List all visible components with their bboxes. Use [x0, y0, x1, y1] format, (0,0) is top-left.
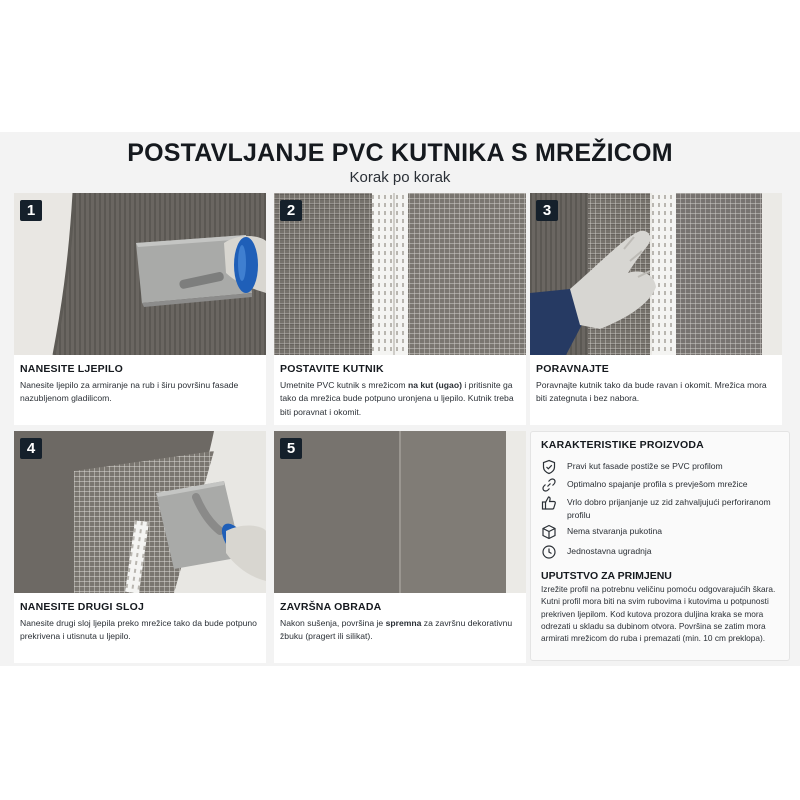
- step-5-photo: [274, 431, 526, 593]
- feature-text: Optimalno spajanje profila s prevješom mrežice: [567, 479, 748, 489]
- step-card-5: [274, 431, 526, 663]
- feature-text: Jednostavna ugradnja: [567, 546, 652, 556]
- shield-check-icon: [541, 459, 557, 475]
- step-card-2: [274, 193, 526, 425]
- step-3-text: Poravnajte kutnik tako da bude ravan i okomit. Mrežica mora biti zategnuta i bez nabora.: [536, 380, 767, 404]
- product-characteristics-panel: [530, 431, 790, 661]
- page-subtitle: Korak po korak: [349, 169, 451, 186]
- step-5-title: ZAVRŠNA OBRADA: [280, 601, 382, 613]
- characteristics-title: KARAKTERISTIKE PROIZVODA: [541, 439, 704, 451]
- step-1-text: Nanesite ljepilo za armiranje na rub i širu površinu fasade nazubljenom gladilicom.: [20, 380, 239, 404]
- step-2-title: POSTAVITE KUTNIK: [280, 363, 384, 375]
- step-card-1: [14, 193, 266, 425]
- step-3-number-badge: 3: [536, 200, 558, 221]
- step-4-text: Nanesite drugi sloj ljepila preko mrežice tako da bude potpuno prekrivena i utisnuta u ljepilo.: [20, 618, 257, 642]
- link-icon: [541, 477, 557, 493]
- step-4-photo: [14, 431, 266, 593]
- step-5-text: Nakon sušenja, površina je spremna za završnu dekorativnu žbuku (pragert ili silikat).: [280, 618, 513, 642]
- step-5-number-badge: 5: [280, 438, 302, 459]
- step-card-3: [530, 193, 782, 425]
- step-3-photo: [530, 193, 782, 355]
- feature-text: Vrlo dobro prijanjanje uz zid zahvaljujući perforiranom profilu: [567, 497, 771, 520]
- instructions-title: UPUTSTVO ZA PRIMJENU: [541, 570, 672, 582]
- step-card-4: [14, 431, 266, 663]
- step-1-number-badge: 1: [20, 200, 42, 221]
- feature-text: Nema stvaranja pukotina: [567, 526, 663, 536]
- step-2-number-badge: 2: [280, 200, 302, 221]
- step-1-title: NANESITE LJEPILO: [20, 363, 123, 375]
- cube-icon: [541, 524, 557, 540]
- feature-text: Pravi kut fasade postiže se PVC profilom: [567, 461, 723, 471]
- page-title: POSTAVLJANJE PVC KUTNIKA S MREŽICOM: [127, 139, 673, 167]
- thumbs-up-icon: [541, 495, 557, 511]
- step-2-photo: [274, 193, 526, 355]
- clock-icon: [541, 544, 557, 560]
- step-4-title: NANESITE DRUGI SLOJ: [20, 601, 144, 613]
- step-1-photo: [14, 193, 266, 355]
- step-3-title: PORAVNAJTE: [536, 363, 609, 375]
- step-4-number-badge: 4: [20, 438, 42, 459]
- instructions-text: Izrežite profil na potrebnu veličinu pomoću odgovarajućih škara. Kutni profil mora biti na svim rubovima i kutovima u potpunosti prekriven ljepilom. Kod kutova prozora duljina kraka se mora odrezati u skladu sa dubinom otvora. Površina se zatim mora armirati mrežicom do ruba i premazati (min. 10 cm preklopa).: [541, 584, 776, 644]
- step-2-text: Umetnite PVC kutnik s mrežicom na kut (ugao) i pritisnite ga tako da mrežica bude potpuno uronjena u ljepilo. Kutnik treba biti poravnat i okomit.: [280, 380, 514, 417]
